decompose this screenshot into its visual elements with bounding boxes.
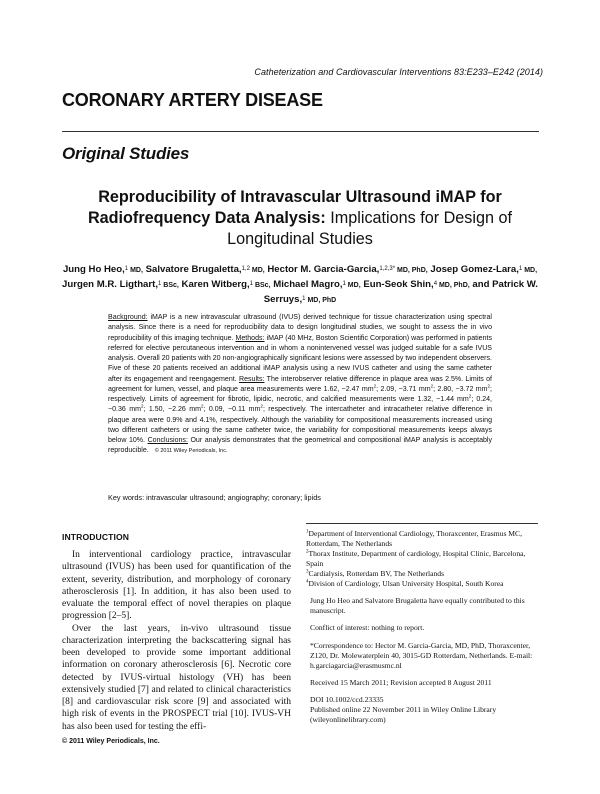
abstract-publisher-note: © 2011 Wiley Periodicals, Inc. xyxy=(154,448,228,455)
affiliation-text: Division of Cardiology, Ulsan University Hospital, South Korea xyxy=(308,579,504,589)
abstract-results-text: ; 2.80, −3.72 mm xyxy=(433,385,488,393)
affiliation-number: 2 xyxy=(306,549,309,555)
footnotes-column xyxy=(306,523,538,725)
author-name: Karen Witberg, xyxy=(181,279,250,290)
abstract-results-text: ; 0.24, −0.36 mm xyxy=(108,396,492,414)
author-name: and Patrick W. Serruys, xyxy=(263,279,538,305)
affiliation xyxy=(306,549,538,569)
intro-paragraph: In interventional cardiology practice, intravascular ultrasound (IVUS) has been used for quantification of the extent, severity, distribution, and morphology of coronary atherosclerosis [1]. In addition, it has also been used to evaluate the temporal effect of novel therapies on plaque progression [2–5]. xyxy=(62,550,291,622)
article-category: Original Studies xyxy=(62,144,190,163)
author-affiliation-marker: 1 xyxy=(157,281,162,287)
author-degree: MD, PhD xyxy=(305,297,337,304)
abstract-background: iMAP is a new intravascular ultrasound (IVUS) derived technique for tissue characterization using spectral analysis. Since there is a need for reproducibility data to design longitudinal studies, we sought to assess the in vivo reproducibility of this imaging technique. xyxy=(108,314,492,342)
author xyxy=(63,264,143,275)
affiliation xyxy=(306,569,538,579)
author-degree: BSc, xyxy=(253,282,271,289)
abstract-conclusions-label: Conclusions: xyxy=(147,437,188,444)
title-subtitle: Implications for Design of Longitudinal Studies xyxy=(227,209,513,248)
correspondence: *Correspondence to: Hector M. Garcia-Garcia, MD, PhD, Thoraxcenter, Z120, Dr. Molewaterplein 40, 3015-GD Rotterdam, Netherlands. E-mail: h.garciagarcia@erasmusmc.nl xyxy=(310,640,533,670)
author xyxy=(62,279,179,290)
author-affiliation-marker: 1,2 xyxy=(241,266,250,272)
abstract-results-text: ; 2.09, −3.71 mm xyxy=(376,385,431,393)
affiliation-number: 1 xyxy=(306,529,309,535)
author-name: Michael Magro, xyxy=(273,279,343,290)
keywords: Key words: intravascular ultrasound; angiography; coronary; lipids xyxy=(108,493,321,502)
author-degree: BSc, xyxy=(161,282,179,289)
author-affiliation-marker: 1 xyxy=(518,266,523,272)
conflict-of-interest: Conflict of interest: nothing to report. xyxy=(310,623,425,633)
author xyxy=(273,279,360,290)
intro-body xyxy=(62,549,291,733)
abstract-methods-label: Methods: xyxy=(235,334,265,342)
article-title xyxy=(60,187,540,250)
abstract-background-label: Background: xyxy=(108,314,148,321)
abstract-results-text: ; 0.09, −0.11 mm xyxy=(203,406,261,414)
author-degree: MD, xyxy=(522,267,538,274)
abstract-results-text: ; respectively. Limits of agreement for fibrotic, lipidic, necrotic, and calcified measurements were 1.32, −1.44 mm xyxy=(108,385,493,403)
author-name: Hector M. Garcia-Garcia, xyxy=(267,264,380,275)
title-main: Reproducibility of Intravascular Ultrasound iMAP for Radiofrequency Data Analysis: xyxy=(87,188,502,227)
published-online: Published online 22 November 2011 in Wiley Online Library (wileyonlinelibrary.com) xyxy=(310,705,497,725)
author-list xyxy=(60,263,540,308)
author-affiliation-marker: 1 xyxy=(249,281,254,287)
heading-rule xyxy=(62,131,539,132)
abstract-results-label: Results: xyxy=(239,375,265,383)
affiliation-number: 4 xyxy=(306,579,309,585)
author-name: Salvatore Brugaletta, xyxy=(145,264,242,275)
abstract-conclusions: Our analysis demonstrates that the geometrical and compositional iMAP analysis is acceptably reproducible. xyxy=(108,437,492,455)
affiliation xyxy=(306,579,538,589)
superscript: 2 xyxy=(468,393,472,399)
author-affiliation-marker: 1 xyxy=(124,266,129,272)
author-degree: MD, PhD, xyxy=(437,282,470,289)
author-affiliation-marker: 1,2,3* xyxy=(379,266,396,272)
author xyxy=(267,264,427,275)
author xyxy=(363,279,469,290)
abstract-results-text: ; respectively. The intercatheter and intracatheter relative difference in plaque area were 0.9% and 4.1%, respectively. Although the variability for compositional measurements increased using two different catheters or using the same catheter twice, the variability for compositional measurements keeps always below 10%. xyxy=(108,406,493,444)
author-degree: MD, xyxy=(249,267,265,274)
author-name: Jung Ho Heo, xyxy=(62,264,125,275)
journal-citation: Catheterization and Cardiovascular Interventions 83:E233–E242 (2014) xyxy=(254,67,543,77)
doi: DOI 10.1002/ccd.23335 xyxy=(310,694,384,704)
received-dates: Received 15 March 2011; Revision accepted 8 August 2011 xyxy=(310,677,492,687)
superscript: 2 xyxy=(487,383,491,389)
author-name: Jurgen M.R. Ligthart, xyxy=(62,279,158,290)
author-name: Eun-Seok Shin, xyxy=(363,279,434,290)
footnote-rule xyxy=(306,523,538,524)
author-affiliation-marker: 4 xyxy=(433,281,438,287)
abstract xyxy=(108,313,492,457)
superscript: 2 xyxy=(200,403,204,409)
section-heading: CORONARY ARTERY DISEASE xyxy=(62,90,323,110)
abstract-results-text: The interobserver relative difference in plaque area was 2.5%. Limits of agreement for lumen, vessel, and plaque area measurements were 1.62, −2.47 mm xyxy=(108,375,493,393)
superscript: 2 xyxy=(141,403,144,409)
abstract-methods: iMAP (40 MHz, Boston Scientific Corporation) was performed in patients referred for elective percutaneous intervention and in whom a nonintervened vessel was judged suitable for a safe IVUS analysis. Overall 20 patients with 20 non-angiographically significant lesions were assessed by two independent observers. Five of these 20 patients received an additional iMAP analysis using a new IVUS catheter and using the same catheter after its engagement and reengagement. xyxy=(108,334,492,383)
affiliation xyxy=(306,529,538,549)
equal-contribution-note: Jung Ho Heo and Salvatore Brugaletta have equally contributed to this manuscript. xyxy=(310,596,525,616)
affiliation-text: Cardialysis, Rotterdam BV, The Netherlands xyxy=(308,569,445,579)
footer-copyright: © 2011 Wiley Periodicals, Inc. xyxy=(62,738,160,745)
author xyxy=(146,264,265,275)
author xyxy=(182,279,271,290)
author-affiliation-marker: 1 xyxy=(342,281,346,287)
superscript: 2 xyxy=(373,383,377,389)
author-affiliation-marker: 1 xyxy=(302,296,306,302)
affiliation-text: Department of Interventional Cardiology, Thoraxcenter, Erasmus MC, Rotterdam, The Netherlands xyxy=(306,528,523,548)
superscript: 2 xyxy=(430,383,434,389)
superscript: 2 xyxy=(260,403,263,409)
author-degree: MD, xyxy=(345,282,361,289)
author xyxy=(430,264,537,275)
intro-paragraph: Over the last years, in-vivo ultrasound tissue characterization interpreting the backscattering signal has been developed to provide some important additional information on coronary atherosclerosis [6]. Necrotic core detected by IVUS-virtual histology (VH) has been extensively studied [7] and related to clinical characteristics [8] and cardiovascular risk score [9] and associated with high risk of events in the PROSPECT trial [10]. IVUS-VH has also been used for testing the effi- xyxy=(62,623,291,732)
author-name: Josep Gomez-Lara, xyxy=(430,264,519,275)
author-degree: MD, xyxy=(128,267,143,274)
affiliation-number: 3 xyxy=(306,569,309,575)
intro-heading: INTRODUCTION xyxy=(62,532,130,542)
author-degree: MD, PhD, xyxy=(395,267,428,274)
abstract-results-text: ; 1.50, −2.26 mm xyxy=(143,406,201,414)
affiliation-text: Thorax Institute, Department of cardiology, Hospital Clinic, Barcelona, Spain xyxy=(306,548,526,568)
affiliations xyxy=(306,529,538,590)
